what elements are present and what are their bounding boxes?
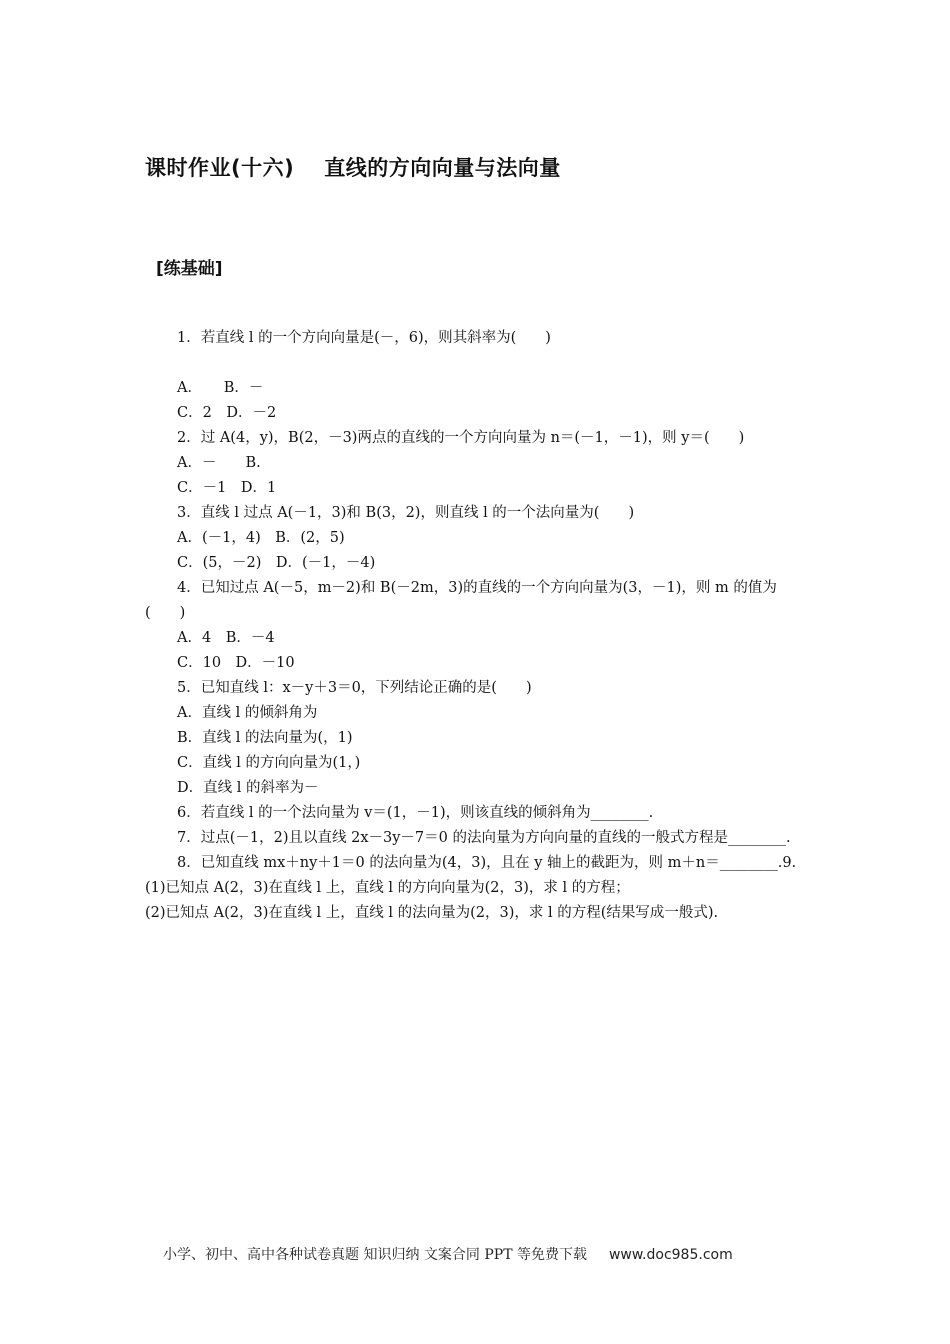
question-1-options-cd: C．2 D．－2 bbox=[177, 405, 277, 421]
page-title bbox=[145, 152, 561, 182]
question-4-options-cd: C．10 D．－10 bbox=[177, 655, 295, 671]
footer-site-link[interactable]: www.doc985.com bbox=[608, 1247, 733, 1263]
question-5-option-a: A．直线 l 的倾斜角为 bbox=[177, 705, 318, 721]
exercise-list bbox=[145, 326, 807, 926]
question-5-option-b: B．直线 l 的法向量为(，1) bbox=[177, 730, 353, 746]
question-3-options-ab: A．(－1，4) B．(2，5) bbox=[177, 530, 345, 546]
question-2-options-ab: A．－ B. bbox=[177, 455, 261, 471]
question-4-options-ab: A．4 B．－4 bbox=[177, 630, 275, 646]
page-footer bbox=[163, 1244, 733, 1264]
question-3-options-cd: C．(5，－2) D．(－1，－4) bbox=[177, 555, 376, 571]
question-1-options-ab: A． B．－ bbox=[177, 380, 264, 396]
question-7: 7．过点(－1，2)且以直线 2x－3y－7＝0 的法向量为方向向量的直线的一般式方程是________. bbox=[177, 830, 791, 846]
blank-line bbox=[145, 351, 807, 376]
question-3: 3．直线 l 过点 A(－1，3)和 B(3，2)，则直线 l 的一个法向量为( ) bbox=[177, 505, 635, 521]
question-6: 6．若直线 l 的一个法向量为 v＝(1，－1)，则该直线的倾斜角为________. bbox=[177, 805, 654, 821]
question-2: 2．过 A(4，y)，B(2，－3)两点的直线的一个方向向量为 n＝(－1，－1)，则 y＝( ) bbox=[177, 430, 745, 446]
title-topic: 直线的方向向量与法向量 bbox=[324, 156, 561, 180]
footer-text: 小学、初中、高中各种试卷真题 知识归纳 文案合同 PPT 等免费下载 bbox=[163, 1247, 587, 1263]
title-series: 课时作业(十六) bbox=[145, 156, 295, 180]
question-4: 4．已知过点 A(－5，m－2)和 B(－2m，3)的直线的一个方向向量为(3，－1)，则 m 的值为( ) bbox=[145, 580, 777, 621]
section-label: [练基础] bbox=[156, 259, 223, 279]
question-8-9: 8．已知直线 mx＋ny＋1＝0 的法向量为(4，3)，且在 y 轴上的截距为，则 m＋n＝________.9.(1)已知点 A(2，3)在直线 l 上，直线 l 的方向向量为(2，3)，求 l 的方程； bbox=[145, 855, 797, 896]
question-1: 1．若直线 l 的一个方向向量是(－，6)，则其斜率为( ) bbox=[177, 330, 551, 346]
question-5-option-d: D．直线 l 的斜率为－ bbox=[177, 780, 319, 796]
question-5: 5．已知直线 l：x－y＋3＝0，下列结论正确的是( ) bbox=[177, 680, 532, 696]
question-5-option-c: C．直线 l 的方向向量为(1，) bbox=[177, 755, 361, 771]
question-9-part-2: (2)已知点 A(2，3)在直线 l 上，直线 l 的法向量为(2，3)，求 l 的方程(结果写成一般式). bbox=[145, 905, 719, 921]
question-2-options-cd: C．－1 D．1 bbox=[177, 480, 277, 496]
